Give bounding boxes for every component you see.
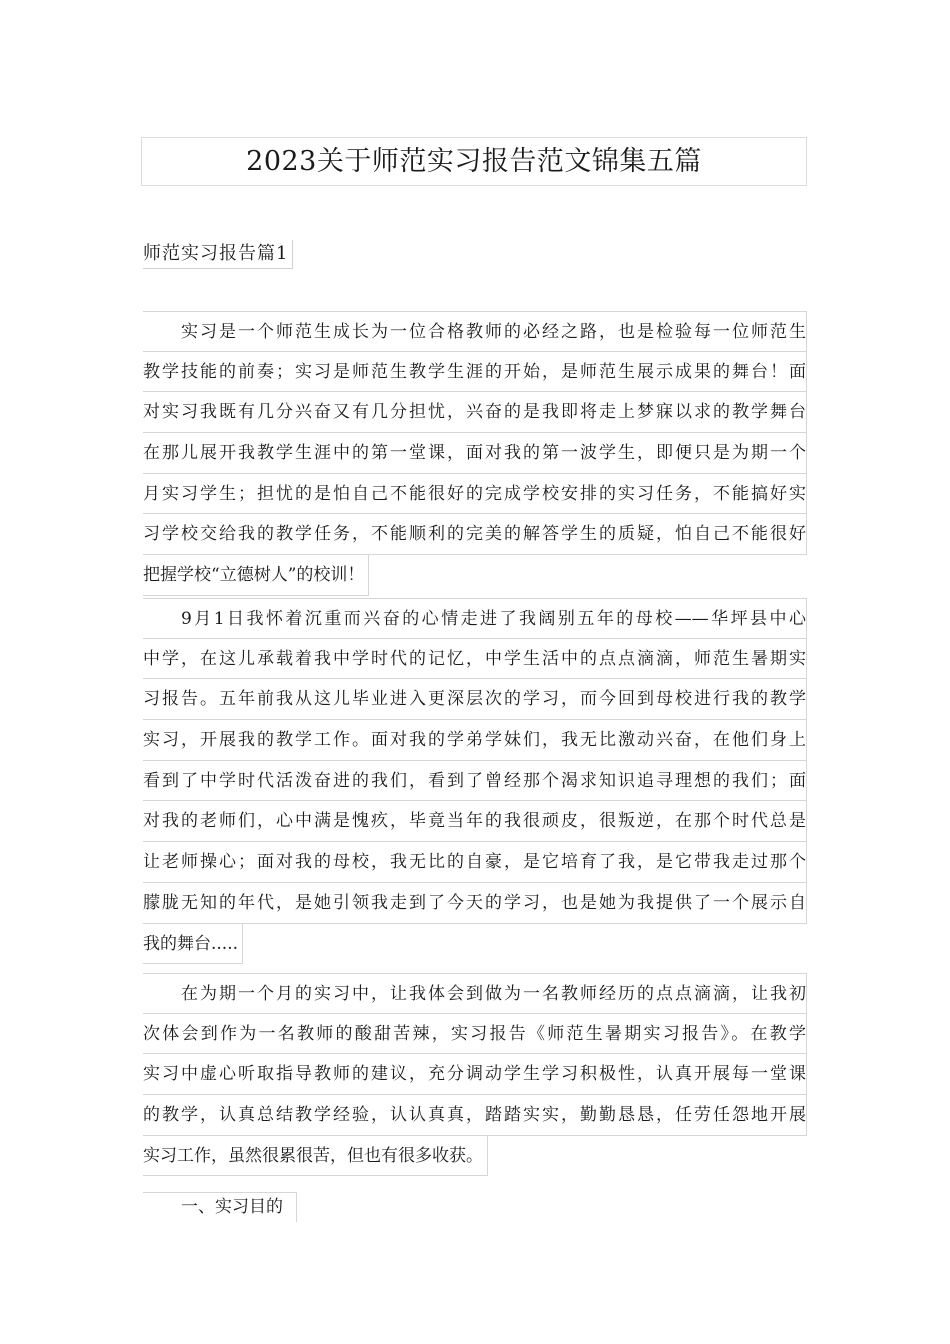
paragraph-line: 月实习学生；担忧的是怕自己不能很好的完成学校安排的实习任务，不能搞好实 [143, 474, 807, 515]
paragraph-line: 实习中虚心听取指导教师的建议，充分调动学生学习积极性，认真开展每一堂课 [143, 1054, 807, 1095]
paragraph-line: 9月1日我怀着沉重而兴奋的心情走进了我阔别五年的母校——华坪县中心 [143, 598, 807, 639]
paragraph-2 [143, 598, 807, 968]
paragraph-1 [143, 311, 807, 600]
paragraph-line: 实习，开展我的教学工作。面对我的学弟学妹们，我无比激动兴奋，在他们身上 [143, 720, 807, 761]
document-title: 2023关于师范实习报告范文锦集五篇 [141, 137, 807, 186]
paragraph-line: 习学校交给我的教学任务，不能顺利的完美的解答学生的质疑，怕自己不能很好 [143, 514, 807, 555]
paragraph-line: 在为期一个月的实习中，让我体会到做为一名教师经历的点点滴滴，让我初 [143, 973, 807, 1014]
subheading-internship-purpose: 一、实习目的 [143, 1192, 297, 1222]
paragraph-line: 看到了中学时代活泼奋进的我们，看到了曾经那个渴求知识追寻理想的我们；面 [143, 761, 807, 802]
paragraph-line: 我的舞台..... [143, 924, 243, 965]
paragraph-3 [143, 973, 807, 1180]
paragraph-line: 习报告。五年前我从这儿毕业进入更深层次的学习，而今回到母校进行我的教学 [143, 679, 807, 720]
paragraph-line: 的教学，认真总结教学经验，认认真真，踏踏实实，勤勤恳恳，任劳任怨地开展 [143, 1095, 807, 1136]
paragraph-line: 把握学校“立德树人”的校训！ [143, 555, 369, 596]
paragraph-line: 朦胧无知的年代，是她引领我走到了今天的学习，也是她为我提供了一个展示自 [143, 883, 807, 924]
paragraph-line: 实习是一个师范生成长为一位合格教师的必经之路，也是检验每一位师范生 [143, 311, 807, 352]
paragraph-line: 教学技能的前奏；实习是师范生教学生涯的开始，是师范生展示成果的舞台！面 [143, 352, 807, 393]
paragraph-line: 对我的老师们，心中满是愧疚，毕竟当年的我很顽皮，很叛逆，在那个时代总是 [143, 801, 807, 842]
paragraph-line: 在那儿展开我教学生涯中的第一堂课，面对我的第一波学生，即便只是为期一个 [143, 433, 807, 474]
paragraph-line: 让老师操心；面对我的母校，我无比的自豪，是它培育了我，是它带我走过那个 [143, 842, 807, 883]
paragraph-line: 中学，在这儿承载着我中学时代的记忆，中学生活中的点点滴滴，师范生暑期实 [143, 639, 807, 680]
paragraph-line: 实习工作，虽然很累很苦，但也有很多收获。 [143, 1136, 488, 1177]
section-heading: 师范实习报告篇1 [143, 240, 293, 269]
paragraph-line: 次体会到作为一名教师的酸甜苦辣，实习报告《师范生暑期实习报告》。在教学 [143, 1014, 807, 1055]
paragraph-line: 对实习我既有几分兴奋又有几分担忧，兴奋的是我即将走上梦寐以求的教学舞台 [143, 392, 807, 433]
